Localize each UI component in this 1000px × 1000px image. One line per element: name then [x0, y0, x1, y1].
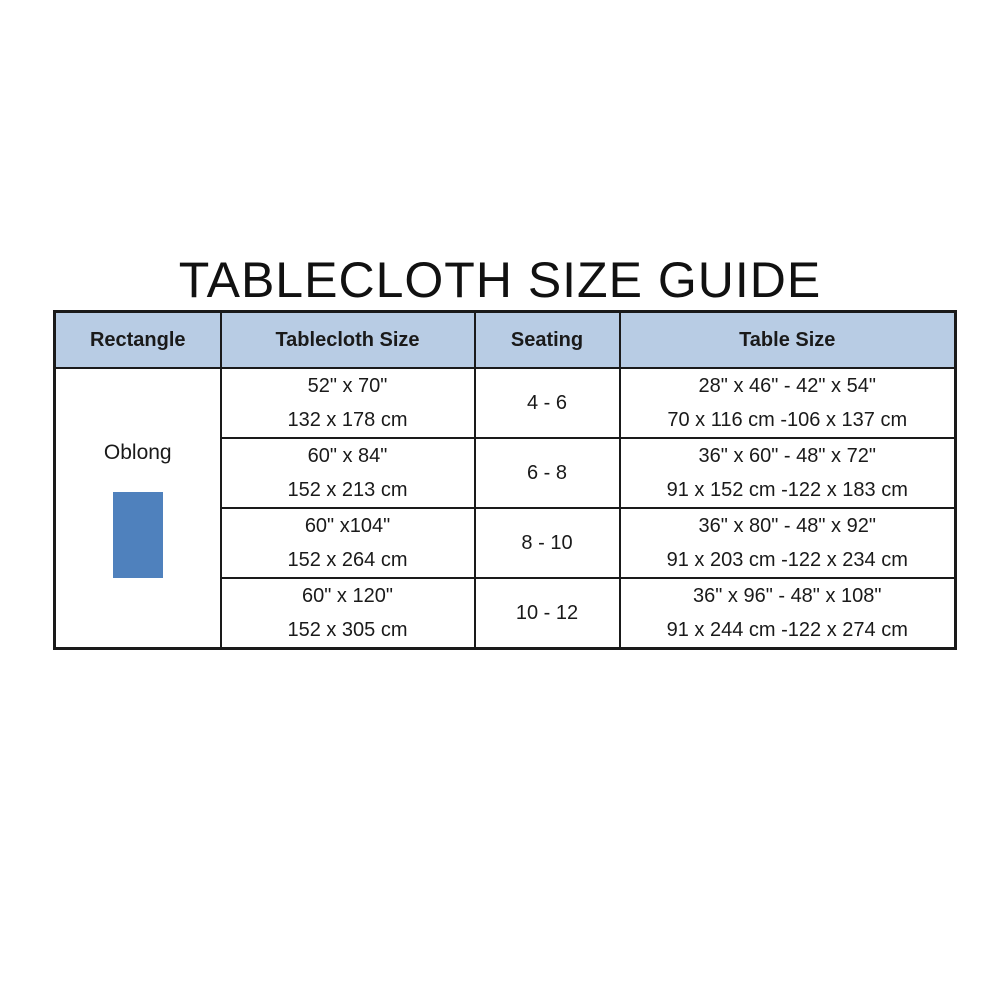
- table-size-cell: [620, 578, 956, 649]
- tablecloth-size-cell: [221, 508, 475, 578]
- table-size-cell: [620, 508, 956, 578]
- page-title: TABLECLOTH SIZE GUIDE: [178, 252, 822, 308]
- seating-cell: 8 - 10: [475, 508, 620, 578]
- cloth-size-cm: 132 x 178 cm: [287, 409, 408, 431]
- table-size-inches: 36" x 96" - 48" x 108": [692, 585, 882, 607]
- table-size-inches: 36" x 80" - 48" x 92": [698, 515, 876, 537]
- header-row: [55, 312, 956, 369]
- table-size-cm: 91 x 152 cm -122 x 183 cm: [666, 479, 908, 501]
- cloth-size-inches: 60" x 120": [302, 585, 393, 607]
- seating-cell: 4 - 6: [475, 368, 620, 438]
- seating-cell: 6 - 8: [475, 438, 620, 508]
- table-size-cell: [620, 438, 956, 508]
- tablecloth-size-cell: [221, 368, 475, 438]
- size-guide-table: [53, 310, 957, 650]
- cloth-size-cm: 152 x 305 cm: [287, 619, 408, 641]
- shape-cell: [55, 368, 221, 649]
- header-tablecloth-size: Tablecloth Size: [221, 312, 475, 369]
- table-size-inches: 28" x 46" - 42" x 54": [698, 375, 876, 397]
- table-size-cm: 70 x 116 cm -106 x 137 cm: [667, 409, 908, 431]
- oblong-rectangle-icon: [113, 492, 163, 578]
- cloth-size-cm: 152 x 213 cm: [287, 479, 408, 501]
- table-size-cm: 91 x 244 cm -122 x 274 cm: [666, 619, 908, 641]
- header-seating: Seating: [475, 312, 620, 369]
- tablecloth-size-cell: [221, 438, 475, 508]
- tablecloth-size-cell: [221, 578, 475, 649]
- cloth-size-inches: 60" x104": [304, 515, 391, 537]
- header-table-size: Table Size: [620, 312, 956, 369]
- table-size-cell: [620, 368, 956, 438]
- cloth-size-inches: 52" x 70": [307, 375, 388, 397]
- cloth-size-inches: 60" x 84": [307, 445, 388, 467]
- cloth-size-cm: 152 x 264 cm: [287, 549, 408, 571]
- seating-cell: 10 - 12: [475, 578, 620, 649]
- shape-label: Oblong: [103, 441, 172, 464]
- table-size-cm: 91 x 203 cm -122 x 234 cm: [666, 549, 908, 571]
- header-shape: Rectangle: [55, 312, 221, 369]
- table-size-inches: 36" x 60" - 48" x 72": [698, 445, 876, 467]
- table-row: [55, 368, 956, 438]
